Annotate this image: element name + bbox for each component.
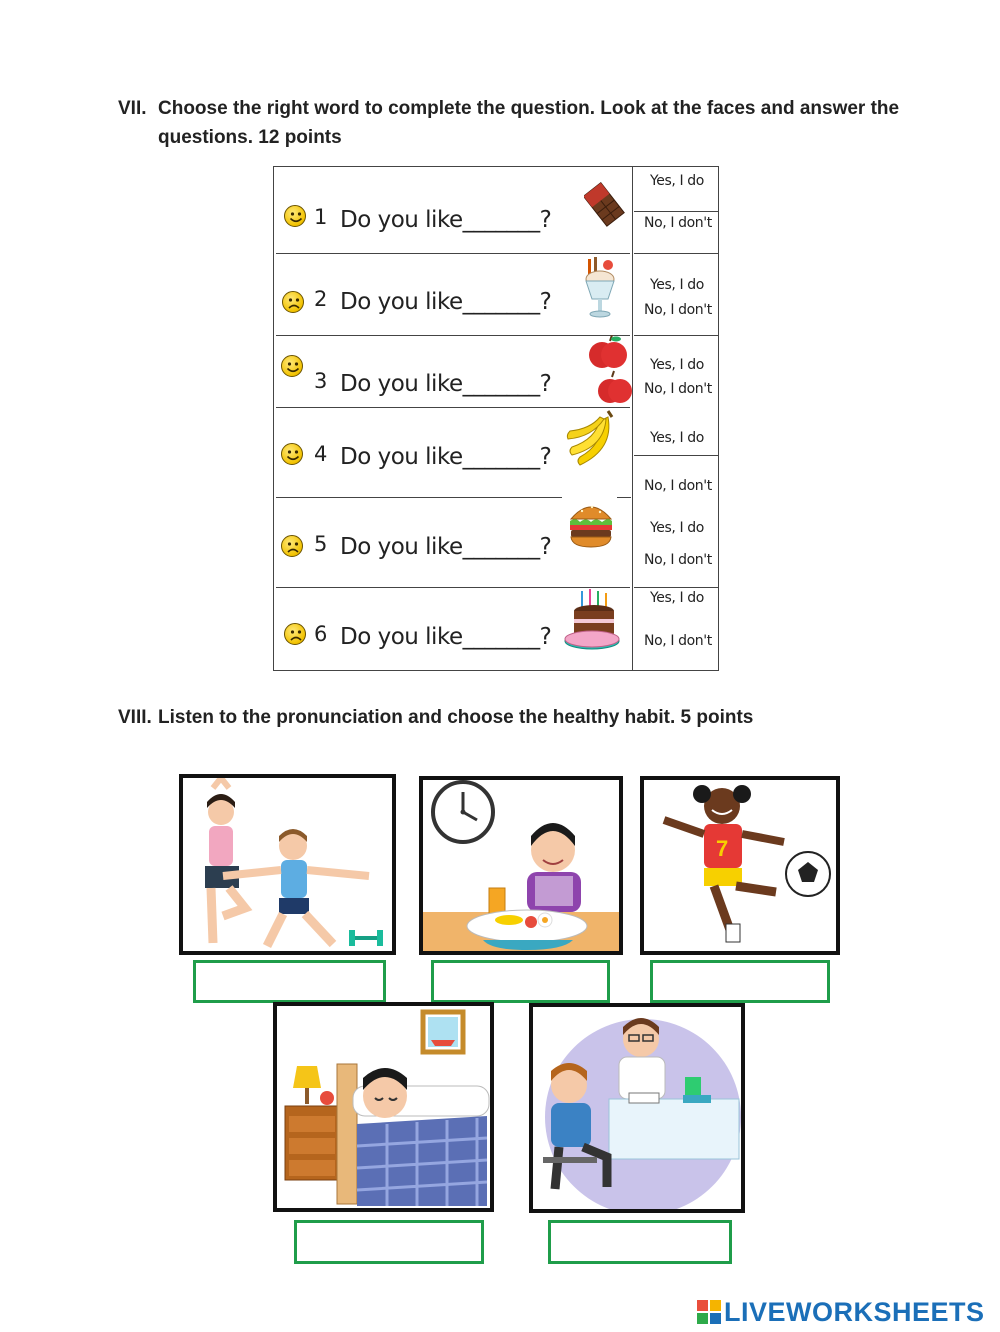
question-number: 2: [314, 287, 328, 311]
happy-face-icon: [281, 355, 303, 377]
question-number: 5: [314, 532, 328, 556]
logo-mark-icon: [697, 1300, 721, 1324]
question-number: 6: [314, 622, 328, 646]
answer-option-yes[interactable]: Yes, I do: [650, 357, 704, 373]
row-divider: [276, 253, 630, 254]
row-divider: [276, 335, 630, 336]
question-text: Do you like_______?: [340, 444, 552, 470]
question-text: Do you like_______?: [340, 207, 552, 233]
answer-option-no[interactable]: No, I don't: [644, 478, 712, 494]
column-divider: [632, 167, 633, 670]
answer-option-yes[interactable]: Yes, I do: [650, 520, 704, 536]
row-divider: [617, 497, 631, 498]
question-text: Do you like_______?: [340, 624, 552, 650]
question-text: Do you like_______?: [340, 371, 552, 397]
happy-face-icon: [281, 443, 303, 465]
section-8-heading: [118, 703, 918, 732]
section-7-title-line1: Choose the right word to complete the question. Look at the faces and answer the: [158, 98, 900, 119]
sad-face-icon: [281, 535, 303, 557]
question-text: Do you like_______?: [340, 289, 552, 315]
answer-input-box[interactable]: [193, 960, 386, 1003]
answer-divider: [634, 211, 718, 212]
answer-option-yes[interactable]: Yes, I do: [650, 590, 704, 606]
ice-cream-icon: [580, 257, 620, 323]
section-7-heading: [118, 94, 918, 152]
doctor-visit-picture: [529, 1003, 745, 1213]
banana-icon: [564, 409, 616, 471]
answer-option-yes[interactable]: Yes, I do: [650, 277, 704, 293]
question-number: 3: [314, 369, 328, 393]
quiz-table: [273, 166, 719, 671]
healthy-breakfast-picture: [419, 776, 623, 955]
question-number: 4: [314, 442, 328, 466]
answer-input-box[interactable]: [548, 1220, 732, 1264]
burger-icon: [568, 499, 614, 551]
answer-input-box[interactable]: [650, 960, 830, 1003]
chocolate-icon: [584, 177, 630, 227]
answer-option-no[interactable]: No, I don't: [644, 552, 712, 568]
sad-face-icon: [284, 623, 306, 645]
cake-icon: [564, 587, 622, 659]
row-divider: [276, 497, 562, 498]
liveworksheets-logo: [697, 1297, 985, 1327]
answer-input-box[interactable]: [294, 1220, 484, 1264]
section-7-title-line2: questions. 12 points: [158, 127, 342, 148]
question-text: Do you like_______?: [340, 534, 552, 560]
row-divider: [276, 407, 630, 408]
apple-icon: [584, 335, 634, 407]
question-number: 1: [314, 205, 328, 229]
answer-option-no[interactable]: No, I don't: [644, 215, 712, 231]
happy-face-icon: [284, 205, 306, 227]
exercise-picture: [179, 774, 396, 955]
playing-football-picture: [640, 776, 840, 955]
answer-option-no[interactable]: No, I don't: [644, 633, 712, 649]
answer-divider: [634, 335, 718, 336]
answer-divider: [634, 253, 718, 254]
answer-option-no[interactable]: No, I don't: [644, 302, 712, 318]
section-8-number: VIII.: [118, 707, 152, 728]
answer-divider: [634, 455, 718, 456]
section-7-number: VII.: [118, 98, 147, 119]
sad-face-icon: [282, 291, 304, 313]
answer-option-yes[interactable]: Yes, I do: [650, 430, 704, 446]
answer-input-box[interactable]: [431, 960, 610, 1003]
logo-text: LIVEWORKSHEETS: [724, 1296, 985, 1327]
svg-text:7: 7: [716, 836, 729, 861]
answer-divider: [634, 587, 718, 588]
section-8-title: Listen to the pronunciation and choose the healthy habit. 5 points: [158, 707, 754, 728]
answer-option-yes[interactable]: Yes, I do: [650, 173, 704, 189]
answer-option-no[interactable]: No, I don't: [644, 381, 712, 397]
sleeping-picture: [273, 1002, 494, 1212]
